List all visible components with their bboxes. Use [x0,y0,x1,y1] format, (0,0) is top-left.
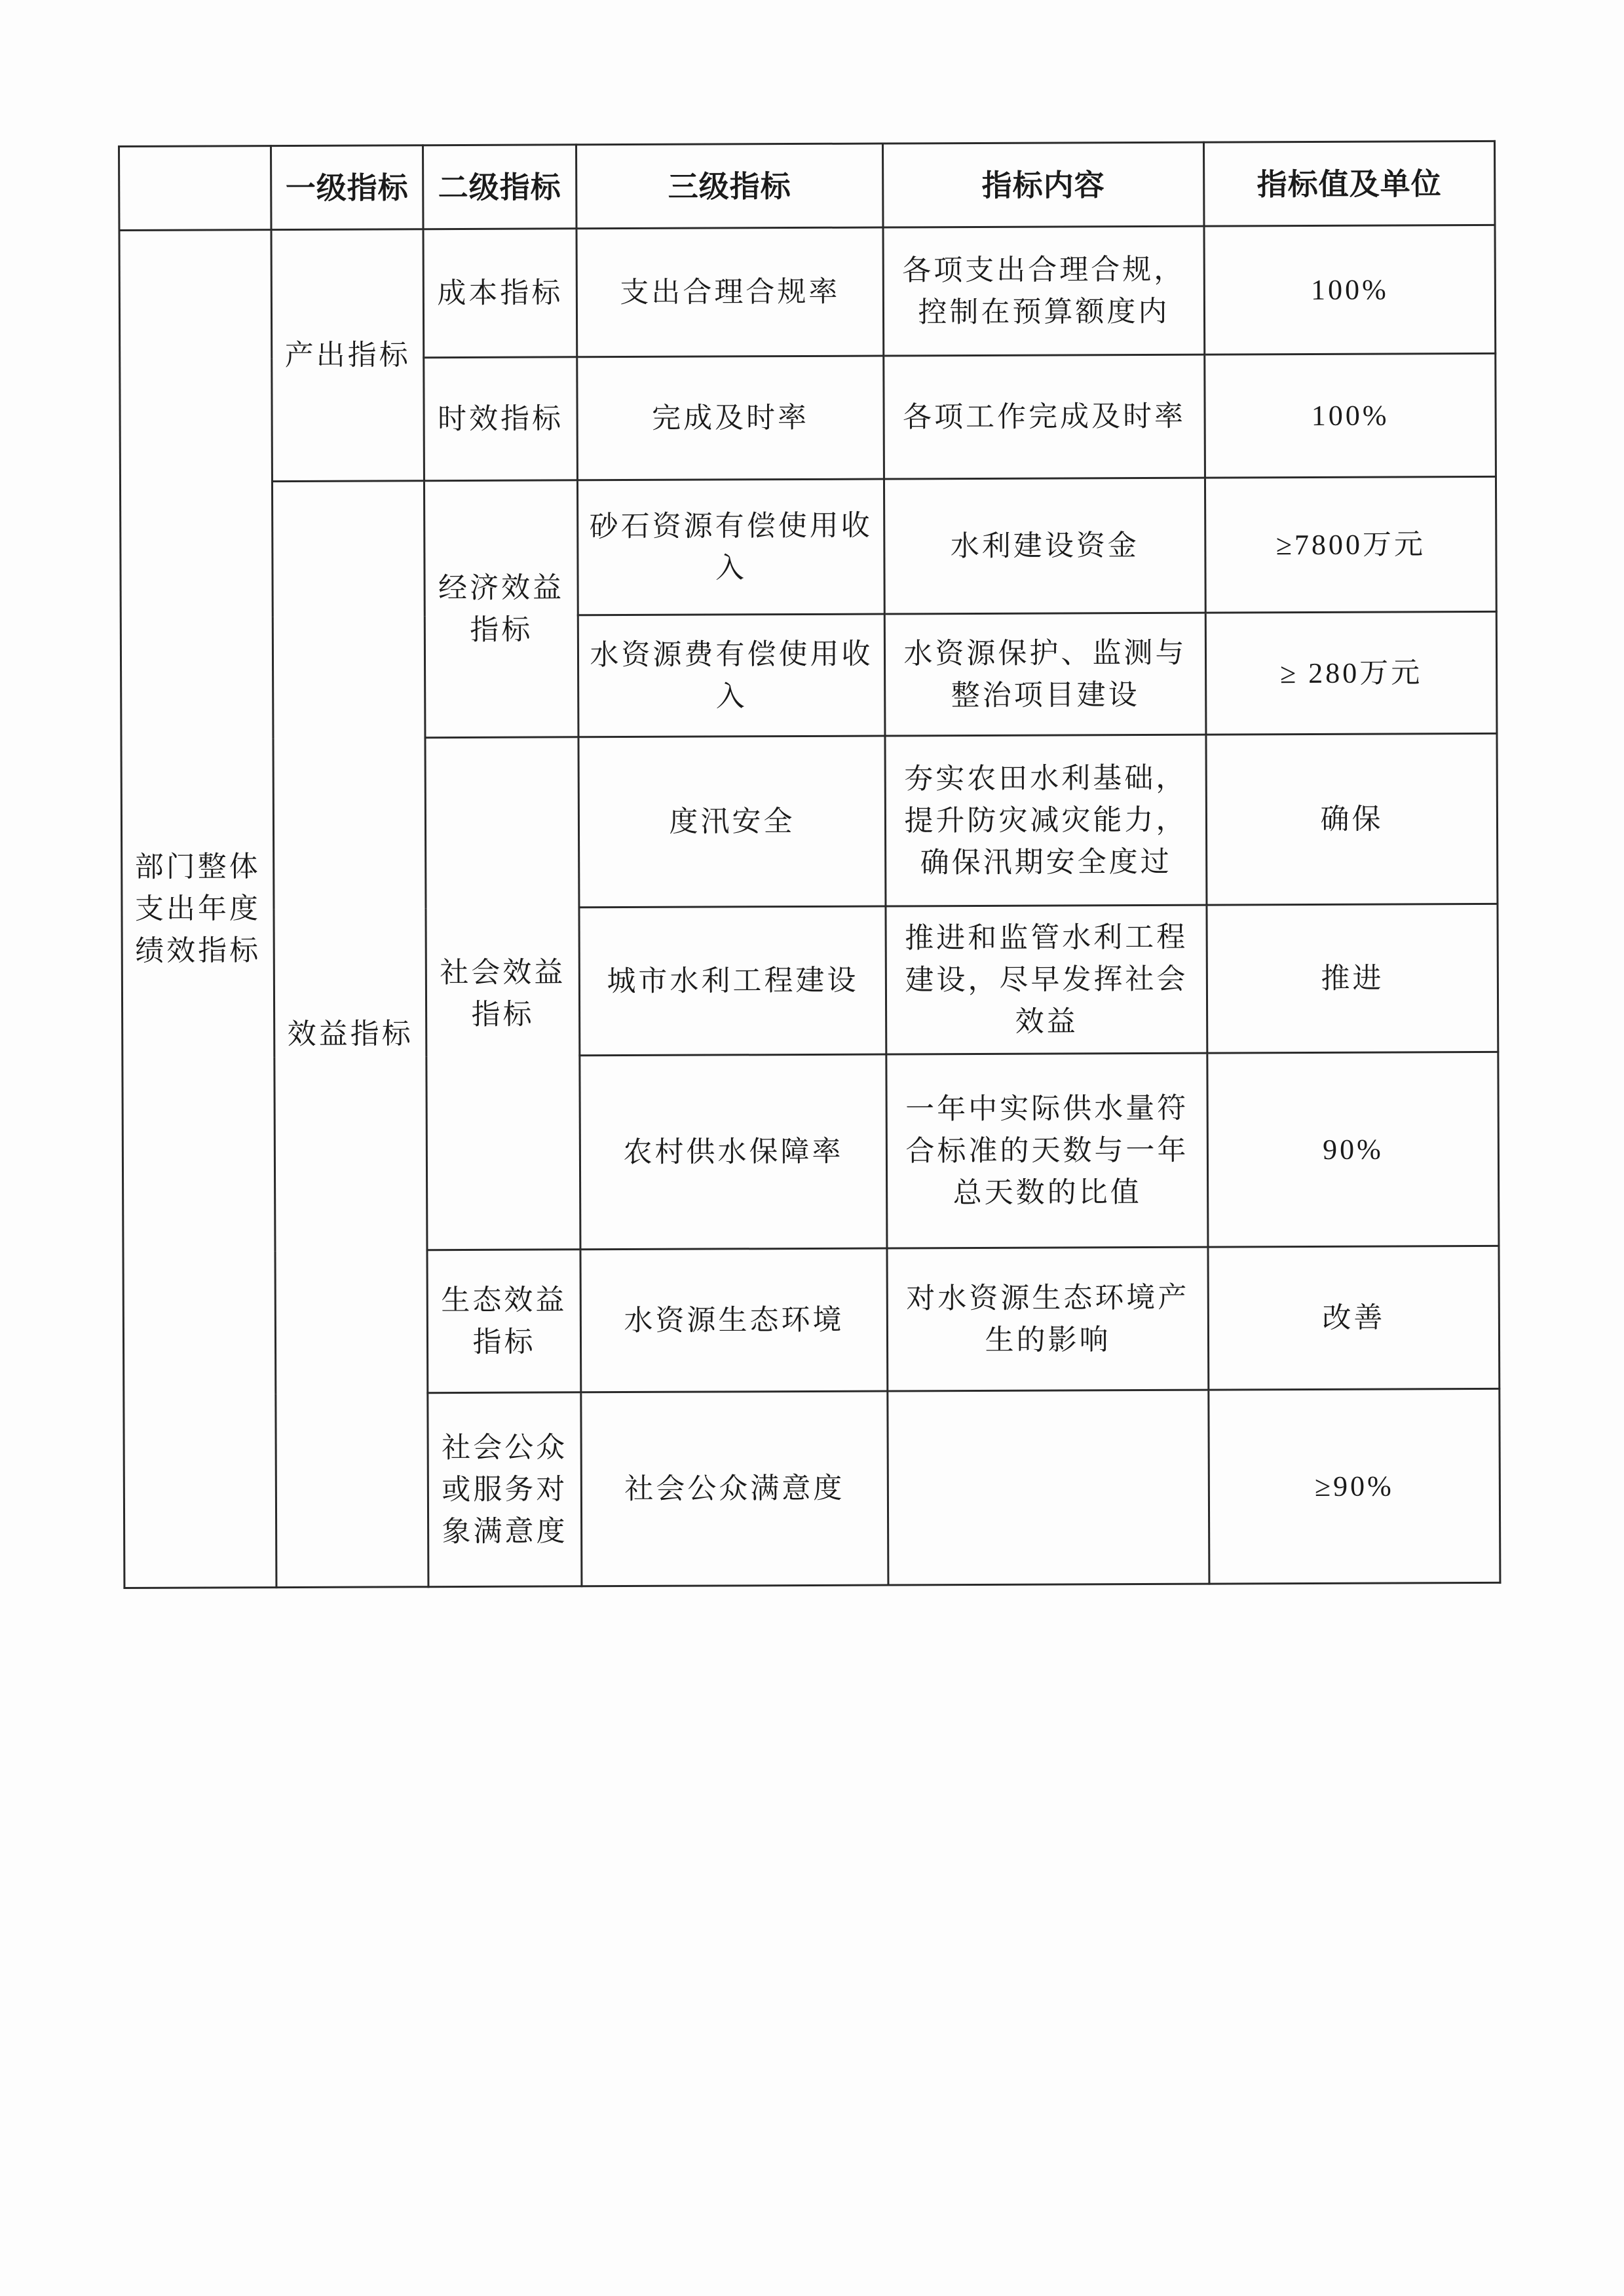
category-cell: 部门整体支出年度绩效指标 [119,230,276,1588]
table-row [120,476,1496,617]
header-blank-cell [119,146,271,231]
value-cell: ≥ 280万元 [1205,611,1497,735]
level3-cell: 支出合理合规率 [576,227,884,357]
level3-cell: 农村供水保障率 [580,1054,887,1250]
value-cell: ≥7800万元 [1205,476,1496,613]
level3-cell: 砂石资源有偿使用收入 [577,479,884,615]
content-cell: 对水资源生态环境产生的影响 [887,1247,1209,1391]
value-cell: ≥90% [1209,1388,1500,1584]
level1-benefit: 效益指标 [272,481,428,1588]
value-cell: 100% [1205,353,1496,478]
level2-economic: 经济效益指标 [424,480,578,738]
level2-cost: 成本指标 [423,229,577,358]
content-cell: 夯实农田水利基础，提升防灾减灾能力，确保汛期安全度过 [885,735,1207,906]
content-cell: 推进和监管水利工程建设，尽早发挥社会效益 [886,905,1207,1054]
value-cell: 推进 [1207,904,1498,1053]
content-cell [888,1390,1209,1585]
level2-ecological: 生态效益指标 [427,1250,581,1393]
header-content: 指标内容 [882,142,1203,227]
content-cell: 各项工作完成及时率 [884,354,1205,479]
value-cell: 100% [1204,225,1496,354]
content-cell: 各项支出合理合规，控制在预算额度内 [883,226,1205,356]
content-cell: 水资源保护、监测与整治项目建设 [884,613,1206,736]
header-level1: 一级指标 [271,145,423,230]
table-row [119,225,1496,358]
level3-cell: 城市水利工程建设 [579,906,886,1056]
level1-output: 产出指标 [271,229,424,482]
header-level2: 二级指标 [423,145,576,229]
level2-social: 社会效益指标 [425,737,580,1250]
header-value: 指标值及单位 [1203,141,1494,226]
level3-cell: 社会公众满意度 [581,1391,888,1586]
header-row [119,141,1495,230]
level2-satisfaction: 社会公众或服务对象满意度 [428,1392,582,1587]
level3-cell: 完成及时率 [577,356,884,480]
level3-cell: 水资源生态环境 [580,1248,888,1392]
performance-indicator-table [118,140,1501,1589]
level3-cell: 度汛安全 [578,736,886,908]
level3-cell: 水资源费有偿使用收入 [578,614,885,737]
header-level3: 三级指标 [576,144,883,229]
value-cell: 改善 [1208,1246,1500,1390]
value-cell: 确保 [1206,733,1498,905]
content-cell: 一年中实际供水量符合标准的天数与一年总天数的比值 [886,1053,1208,1248]
value-cell: 90% [1207,1052,1499,1247]
content-cell: 水利建设资金 [884,478,1205,614]
level2-timeliness: 时效指标 [424,357,578,481]
